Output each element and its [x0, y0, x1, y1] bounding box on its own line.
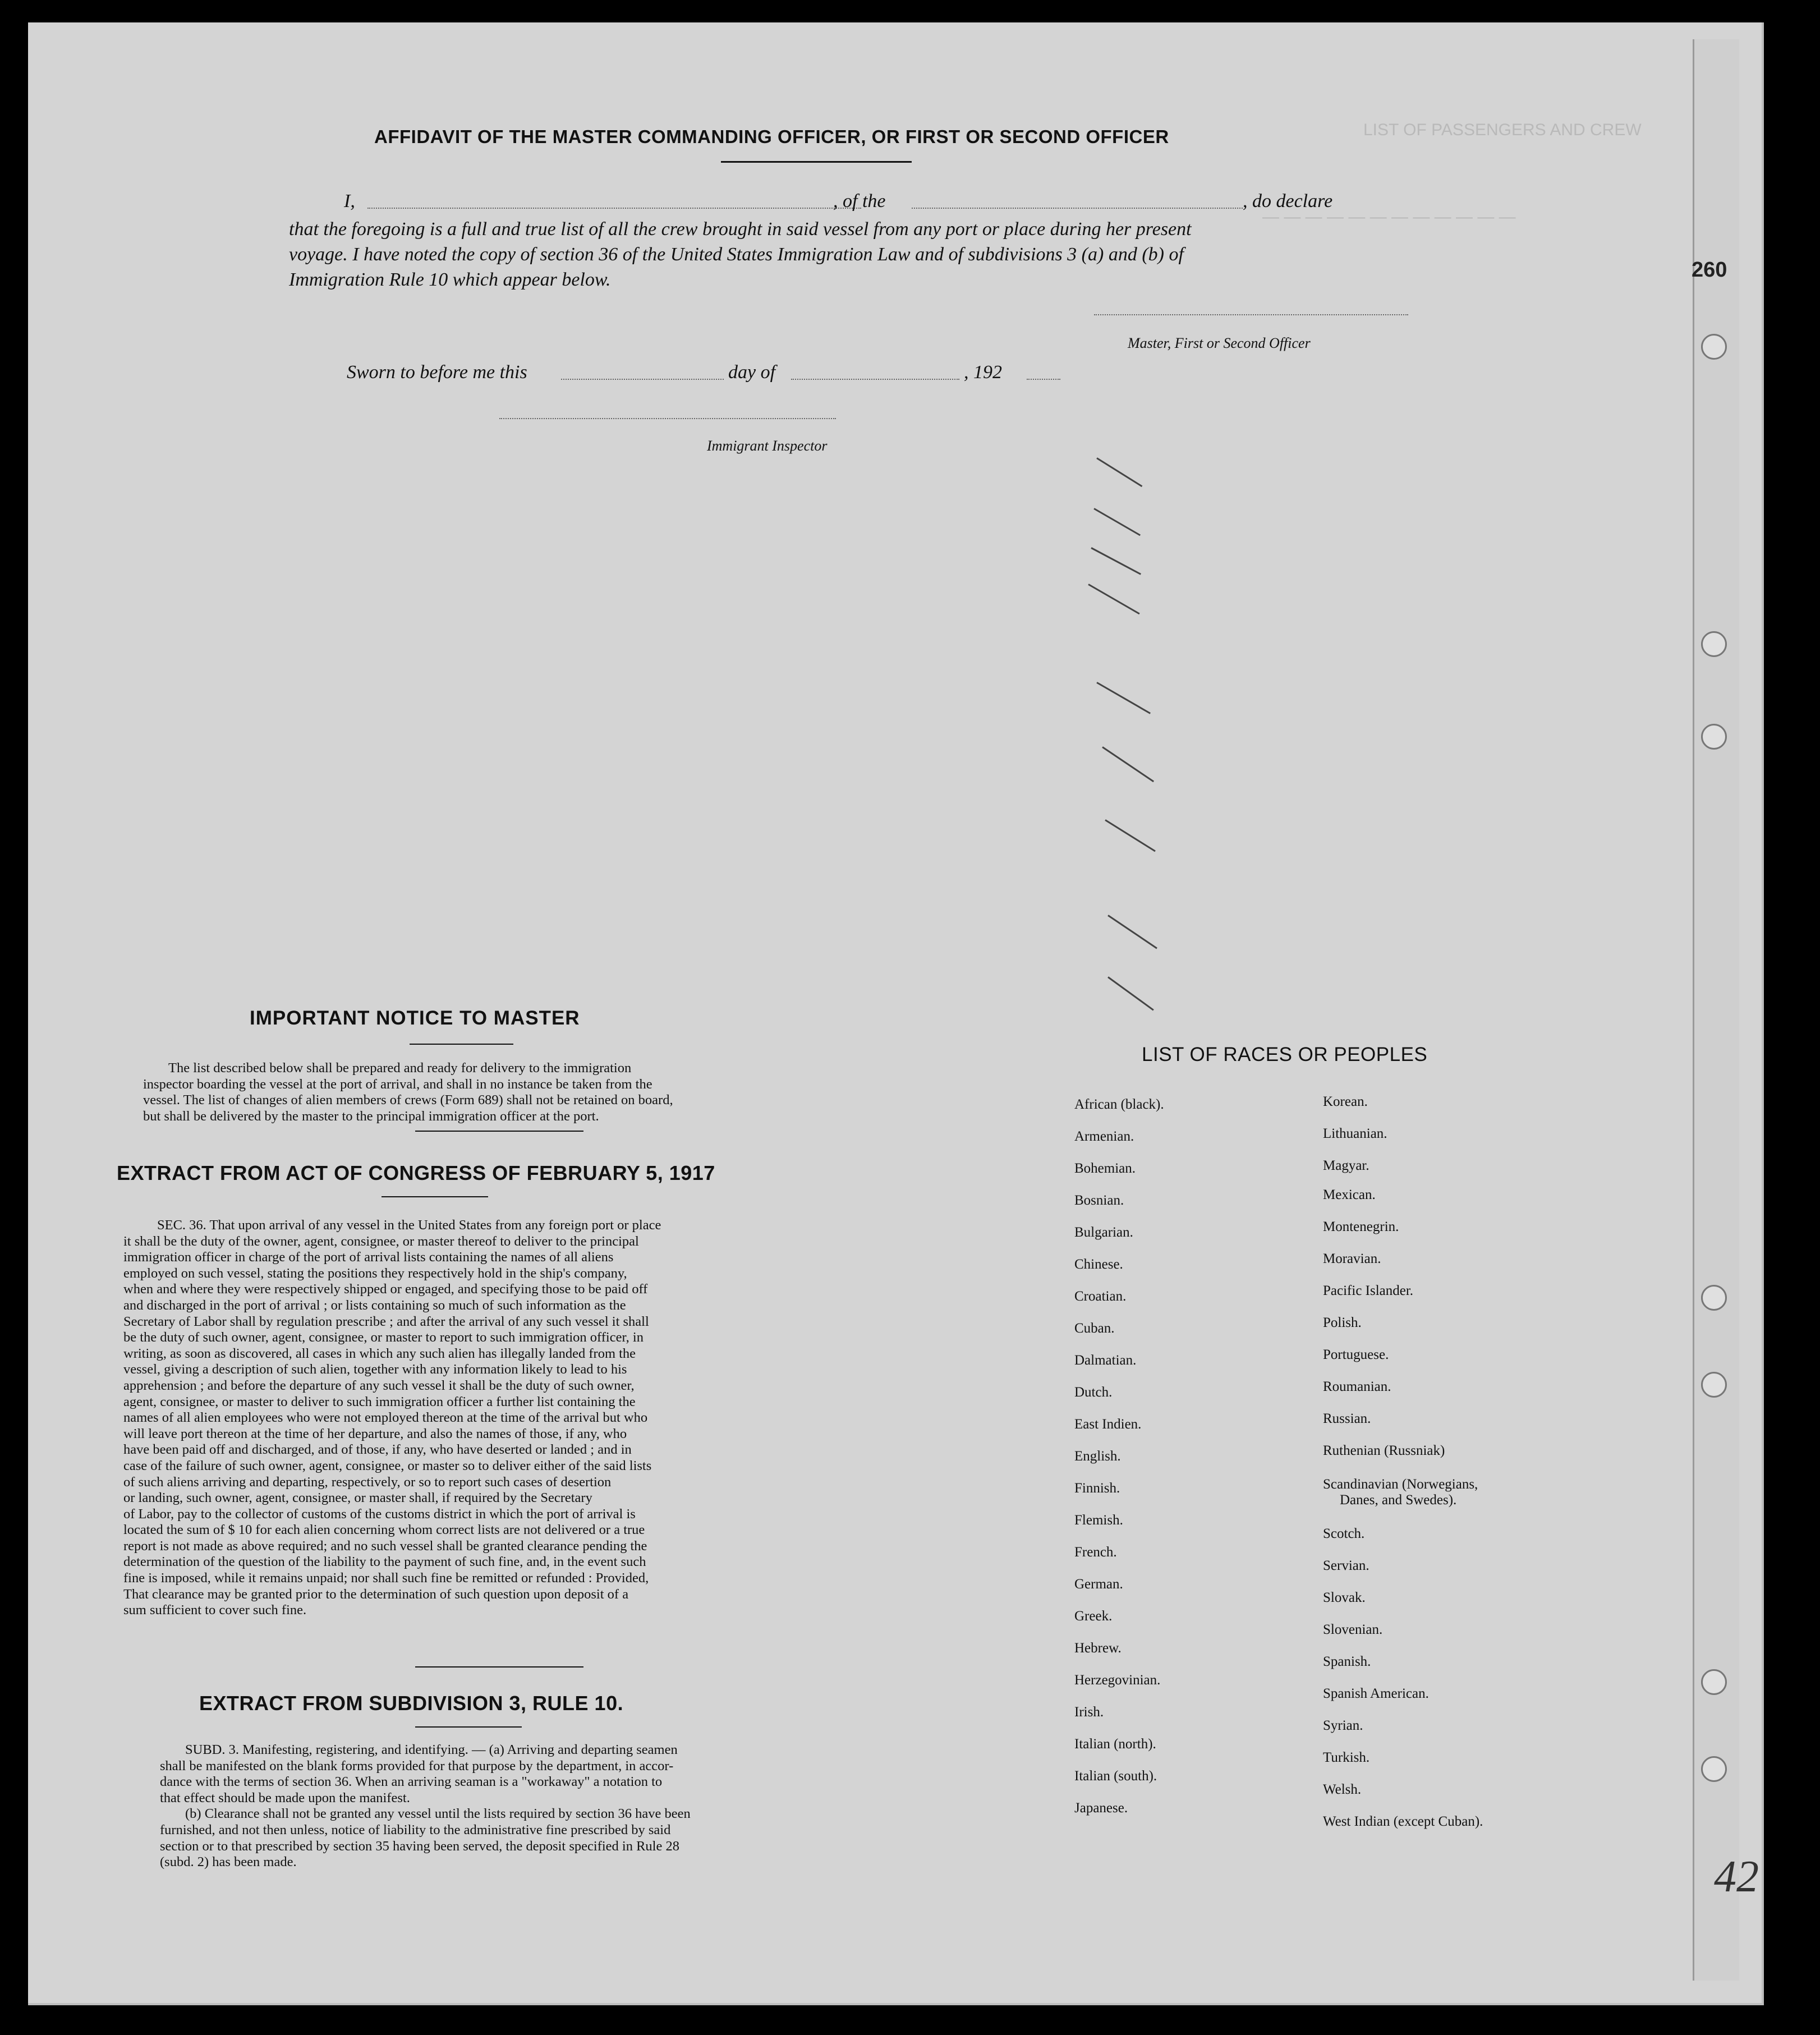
race-item: East Indien. — [1074, 1417, 1142, 1432]
race-item: Herzegovinian. — [1074, 1673, 1161, 1688]
act-line: agent, consignee, or master to deliver to such immigration officer a further list containing the — [123, 1394, 636, 1409]
race-item: German. — [1074, 1577, 1123, 1592]
race-item: Bosnian. — [1074, 1193, 1124, 1208]
affidavit-line-2: voyage. I have noted the copy of section 36 of the United States Immigration Law and of subdivisions 3 (a) and (b) of — [289, 244, 1184, 265]
rule-line: that effect should be made upon the manifest. — [160, 1790, 410, 1806]
bleed-through-heading: LIST OF PASSENGERS AND CREW — [1363, 121, 1642, 139]
notice-line: The list described below shall be prepared and ready for delivery to the immigration — [168, 1060, 632, 1076]
races-title: LIST OF RACES OR PEOPLES — [1142, 1044, 1428, 1065]
inspector-label: Immigrant Inspector — [707, 438, 828, 454]
act-line: have been paid off and discharged, and of those, if any, who have deserted or landed ; and in — [123, 1442, 632, 1458]
race-item: Lithuanian. — [1323, 1126, 1387, 1141]
race-item: Hebrew. — [1074, 1641, 1122, 1656]
affidavit-i-label: I, — [344, 191, 355, 212]
race-item: Korean. — [1323, 1094, 1368, 1109]
act-rule — [382, 1196, 488, 1197]
handwritten-number: 42 — [1714, 1852, 1759, 1901]
race-item: Armenian. — [1074, 1129, 1134, 1144]
act-bottom-rule — [415, 1666, 583, 1667]
race-item: Servian. — [1323, 1558, 1369, 1573]
act-extract-title: EXTRACT FROM ACT OF CONGRESS OF FEBRUARY 5, 1917 — [117, 1161, 715, 1184]
race-item: English. — [1074, 1449, 1121, 1464]
race-item: Turkish. — [1323, 1750, 1370, 1765]
punch-hole — [1701, 1285, 1727, 1311]
race-item: Bohemian. — [1074, 1161, 1136, 1176]
punch-hole — [1701, 1372, 1727, 1398]
race-item: Cuban. — [1074, 1321, 1115, 1336]
name-blank[interactable] — [367, 208, 861, 209]
notice-body — [143, 1060, 802, 1124]
act-line: fine is imposed, while it remains unpaid; nor shall such fine be remitted or refunded : Provided, — [123, 1570, 649, 1586]
notice-bottom-rule — [415, 1131, 583, 1132]
act-line: writing, as soon as discovered, all cases in which any such alien has illegally landed from the — [123, 1345, 636, 1361]
race-item: Magyar. — [1323, 1158, 1369, 1173]
act-line: determination of the question of the liability to the payment of such fine, and, in the event such — [123, 1554, 646, 1570]
punch-hole — [1701, 334, 1727, 360]
punch-hole — [1701, 1669, 1727, 1695]
act-line: immigration officer in charge of the port of arrival lists containing the names of all aliens — [123, 1250, 614, 1265]
race-item: Finnish. — [1074, 1481, 1120, 1496]
race-item: Scandinavian (Norwegians, — [1323, 1477, 1478, 1492]
race-item: African (black). — [1074, 1097, 1164, 1112]
act-line: employed on such vessel, stating the positions they respectively hold in the ship's company, — [123, 1265, 627, 1281]
title-rule — [721, 161, 912, 163]
act-line: case of the failure of such owner, agent, consignee, or master so to deliver either of the said lists — [123, 1458, 652, 1473]
notice-title: IMPORTANT NOTICE TO MASTER — [250, 1007, 580, 1029]
race-item: West Indian (except Cuban). — [1323, 1814, 1483, 1829]
act-line: when and where they were respectively shipped or engaged, and specifying those to be paid off — [123, 1281, 648, 1297]
affidavit-title: AFFIDAVIT OF THE MASTER COMMANDING OFFICER, OR FIRST OR SECOND OFFICER — [374, 126, 1169, 147]
race-item: Scotch. — [1323, 1526, 1365, 1541]
punch-hole — [1701, 631, 1727, 657]
race-item: Roumanian. — [1323, 1379, 1391, 1394]
sworn-month-blank[interactable] — [791, 379, 959, 380]
act-line: it shall be the duty of the owner, agent, consignee, or master thereof to deliver to the principal — [123, 1233, 639, 1249]
act-line: of such aliens arriving and departing, respectively, or so to report such cases of desertion — [123, 1474, 612, 1490]
master-signature-blank[interactable] — [1094, 314, 1408, 315]
race-item: Russian. — [1323, 1411, 1371, 1426]
race-item: Polish. — [1323, 1315, 1362, 1330]
affidavit-declare-label: , do declare — [1243, 191, 1333, 212]
race-item: Portuguese. — [1323, 1347, 1389, 1362]
act-line: SEC. 36. That upon arrival of any vessel in the United States from any foreign port or place — [157, 1218, 661, 1233]
race-item: Montenegrin. — [1323, 1219, 1399, 1234]
act-line: names of all alien employees who were not employed thereon at the time of the arrival but who — [123, 1410, 648, 1426]
race-item: Syrian. — [1323, 1718, 1363, 1733]
sworn-label: Sworn to before me this — [347, 362, 527, 383]
race-item: Moravian. — [1323, 1251, 1381, 1266]
race-item: Spanish American. — [1323, 1686, 1429, 1701]
rule-line: (b) Clearance shall not be granted any vessel until the lists required by section 36 have been — [185, 1806, 691, 1822]
race-item: Japanese. — [1074, 1800, 1128, 1816]
affidavit-line-1: that the foregoing is a full and true list of all the crew brought in said vessel from any port or place during her present — [289, 219, 1192, 240]
act-line: Secretary of Labor shall by regulation prescribe ; and after the arrival of any such vessel it shall — [123, 1313, 649, 1329]
pencil-check-mark — [1107, 976, 1154, 1010]
race-item: Italian (south). — [1074, 1768, 1157, 1784]
race-item: Bulgarian. — [1074, 1225, 1133, 1240]
affidavit-line-3: Immigration Rule 10 which appear below. — [289, 269, 611, 290]
race-item: French. — [1074, 1545, 1117, 1560]
race-item: Italian (north). — [1074, 1737, 1156, 1752]
rule-line: shall be manifested on the blank forms provided for that purpose by the department, in accor- — [160, 1758, 674, 1774]
rule-line: furnished, and not then unless, notice of liability to the administrative fine prescribed by said — [160, 1822, 671, 1838]
race-item: Greek. — [1074, 1609, 1113, 1624]
act-line: apprehension ; and before the departure of any such vessel it shall be the duty of such owner, — [123, 1377, 635, 1393]
act-line: sum sufficient to cover such fine. — [123, 1602, 307, 1618]
affidavit-of-the-label: , of the — [833, 191, 886, 212]
vessel-blank[interactable] — [912, 208, 1243, 209]
act-line: will leave port thereon at the time of her departure, and also the names of those, if any, who — [123, 1426, 627, 1441]
race-item: Irish. — [1074, 1705, 1104, 1720]
page-number-stamp: 260 — [1692, 258, 1727, 282]
act-line: vessel, giving a description of such alien, together with any information likely to lead to his — [123, 1362, 627, 1377]
race-item: Dalmatian. — [1074, 1353, 1137, 1368]
pencil-check-mark — [1096, 682, 1151, 714]
sworn-year-blank[interactable] — [1027, 379, 1060, 380]
notice-line: inspector boarding the vessel at the port of arrival, and shall in no instance be taken from the — [143, 1076, 652, 1092]
act-line: and discharged in the port of arrival ; or lists containing so much of such information as the — [123, 1297, 626, 1313]
act-line: That clearance may be granted prior to the determination of such question upon deposit of a — [123, 1586, 629, 1602]
race-item: Croatian. — [1074, 1289, 1127, 1304]
race-item: Chinese. — [1074, 1257, 1123, 1272]
punch-hole — [1701, 724, 1727, 750]
day-of-label: day of — [728, 362, 776, 383]
race-item: Slovenian. — [1323, 1622, 1383, 1637]
race-item: Pacific Islander. — [1323, 1283, 1414, 1298]
act-line: or landing, such owner, agent, consignee, or master shall, if required by the Secretary — [123, 1490, 592, 1506]
punch-hole — [1701, 1756, 1727, 1782]
rule-line: dance with the terms of section 36. When an arriving seaman is a "workaway" a notation to — [160, 1774, 663, 1790]
race-item: Ruthenian (Russniak) — [1323, 1443, 1445, 1458]
act-line: report is not made as above required; and no such vessel shall be granted clearance pending the — [123, 1538, 647, 1554]
rule-extract-body — [160, 1742, 805, 1871]
pencil-check-mark — [1105, 819, 1156, 852]
master-signature-label: Master, First or Second Officer — [1128, 335, 1311, 351]
rule-line: (subd. 2) has been made. — [160, 1854, 297, 1870]
inspector-signature-blank[interactable] — [499, 418, 836, 419]
document-page — [28, 22, 1764, 2005]
act-line: be the duty of such owner, agent, consignee, or master to report to such immigration officer, in — [123, 1330, 644, 1345]
race-item: Dutch. — [1074, 1385, 1113, 1400]
rule-line: section or to that prescribed by section 35 having been served, the deposit specified in Rule 28 — [160, 1838, 679, 1854]
rule-line: SUBD. 3. Manifesting, registering, and identifying. — (a) Arriving and departing seamen — [185, 1742, 678, 1757]
race-item: Slovak. — [1323, 1590, 1366, 1605]
race-item: Danes, and Swedes). — [1340, 1492, 1457, 1508]
pencil-check-mark — [1096, 457, 1142, 487]
act-line: of Labor, pay to the collector of customs of the customs district in which the port of arrival is — [123, 1506, 636, 1522]
pencil-check-mark — [1107, 915, 1157, 949]
pencil-check-mark — [1091, 547, 1141, 575]
pencil-check-mark — [1088, 584, 1139, 614]
notice-rule — [410, 1044, 513, 1045]
year-label: , 192 — [964, 362, 1002, 383]
bleed-through-row: — — — — — — — — — — — — — [1262, 208, 1516, 226]
rule-extract-rule — [415, 1726, 522, 1728]
notice-line: but shall be delivered by the master to the principal immigration officer at the port. — [143, 1108, 599, 1124]
act-line: located the sum of $ 10 for each alien concerning whom correct lists are not delivered or a true — [123, 1522, 645, 1538]
race-item: Spanish. — [1323, 1654, 1371, 1669]
rule-extract-title: EXTRACT FROM SUBDIVISION 3, RULE 10. — [199, 1692, 624, 1715]
sworn-day-blank[interactable] — [561, 379, 724, 380]
act-extract-body — [123, 1218, 811, 1619]
race-item: Mexican. — [1323, 1187, 1376, 1202]
race-item: Welsh. — [1323, 1782, 1362, 1797]
notice-line: vessel. The list of changes of alien members of crews (Form 689) shall not be retained on board, — [143, 1092, 673, 1108]
pencil-check-mark — [1102, 746, 1154, 782]
race-item: Flemish. — [1074, 1513, 1123, 1528]
pencil-check-mark — [1093, 508, 1141, 536]
